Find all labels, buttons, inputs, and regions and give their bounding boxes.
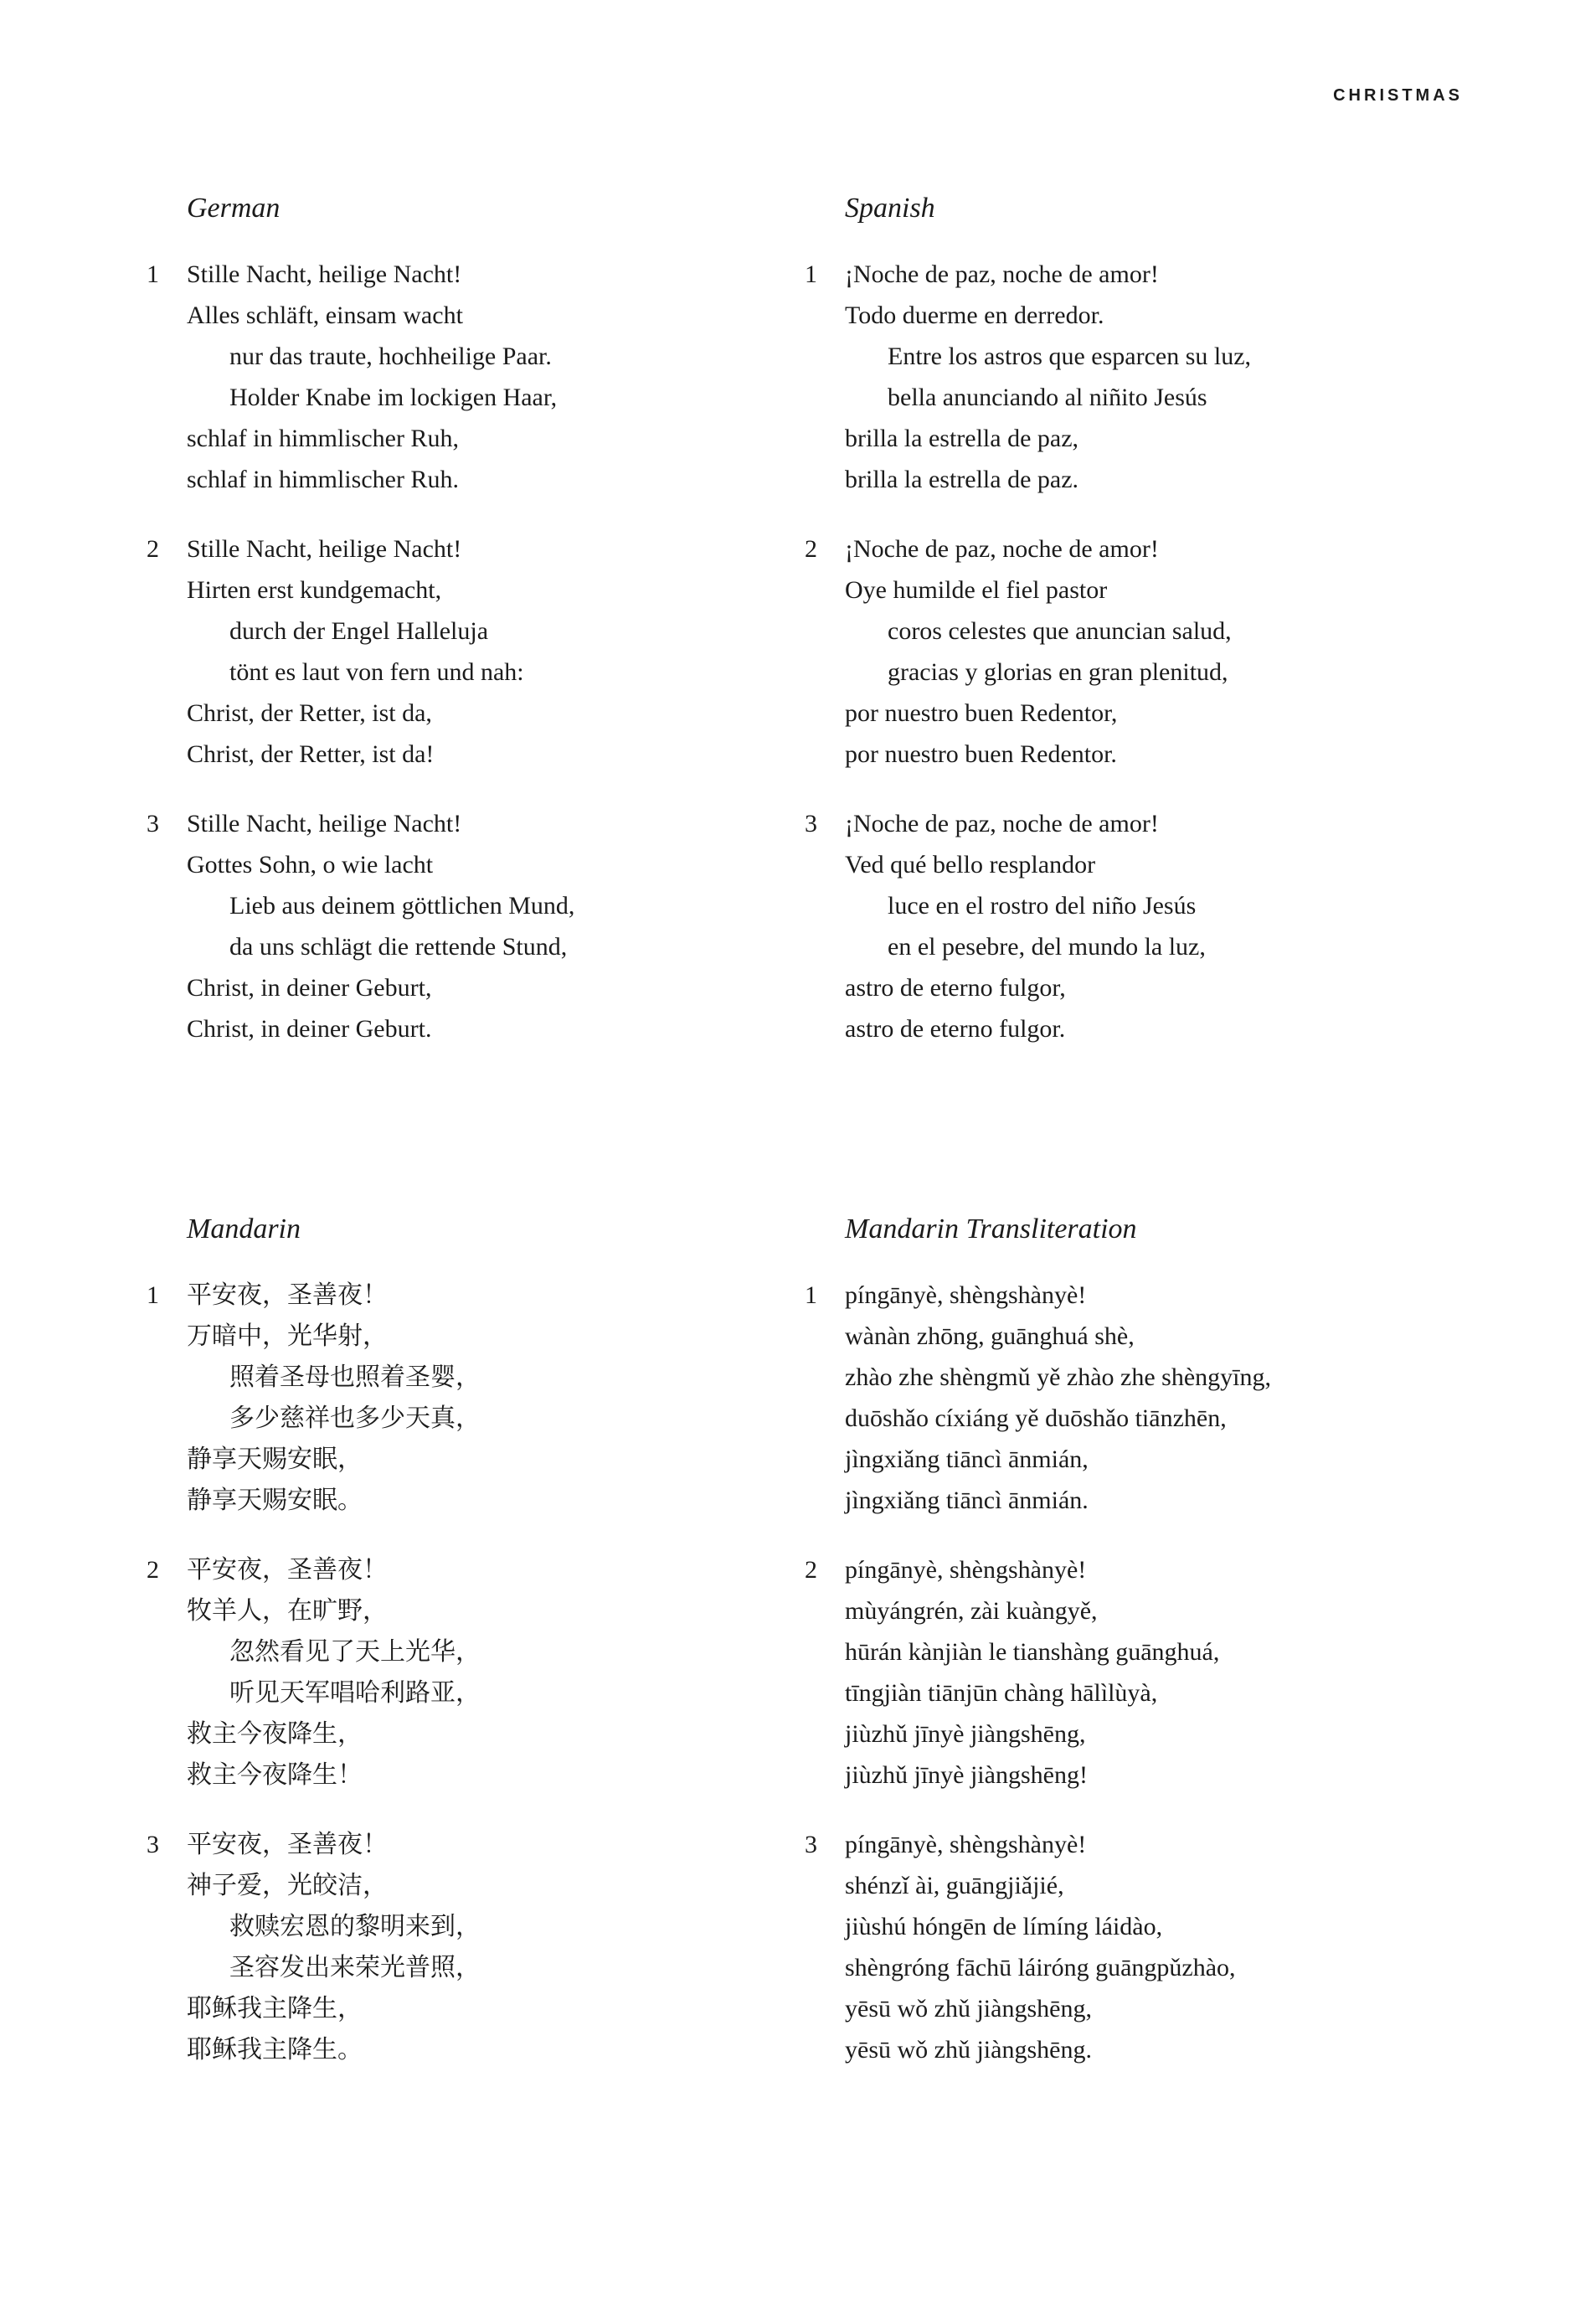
verse-line: tīngjiàn tiānjūn chàng hālìlùyà, <box>845 1679 1158 1707</box>
verse-lines <box>187 1549 805 1796</box>
verse-line: gracias y glorias en gran plenitud, <box>888 658 1228 686</box>
column-title: German <box>187 193 281 224</box>
verse-number: 3 <box>805 1831 817 1858</box>
verse-lines <box>187 528 805 775</box>
verse-number: 1 <box>147 1281 159 1309</box>
verse-lines <box>845 1549 1458 1796</box>
verse-line: Alles schläft, einsam wacht <box>187 301 463 329</box>
verse-line: 牧羊人，在旷野， <box>187 1597 388 1625</box>
song-section <box>147 1212 1458 2099</box>
verse-line: shénzǐ ài, guāngjiǎjié, <box>845 1872 1064 1899</box>
verse-line: 救主今夜降生！ <box>187 1761 363 1789</box>
verse-line: durch der Engel Halleluja <box>229 617 489 645</box>
verse-lines <box>845 1824 1458 2070</box>
verse-number: 2 <box>805 1556 817 1584</box>
verse-line: Todo duerme en derredor. <box>845 301 1104 329</box>
verse-line: brilla la estrella de paz. <box>845 466 1079 493</box>
verse-line: 多少慈祥也多少天真， <box>229 1404 481 1432</box>
verse-line: píngānyè, shèngshànyè! <box>845 1281 1087 1309</box>
column-german <box>147 191 805 1078</box>
verse-lines <box>845 803 1458 1049</box>
verse-lines <box>187 1824 805 2070</box>
verse-line: jiùzhǔ jīnyè jiàngshēng! <box>845 1761 1088 1789</box>
verse-line: brilla la estrella de paz, <box>845 425 1079 452</box>
verse-line: Christ, der Retter, ist da! <box>187 740 435 768</box>
verse-line: Holder Knabe im lockigen Haar, <box>229 384 558 411</box>
verse-line: hūrán kànjiàn le tianshàng guānghuá, <box>845 1638 1220 1666</box>
verse-line: jìngxiǎng tiāncì ānmián, <box>845 1445 1089 1473</box>
verse-line: da uns schlägt die rettende Stund, <box>229 933 568 961</box>
verse-line: 救主今夜降生， <box>187 1720 363 1748</box>
verse-line: 平安夜，圣善夜！ <box>187 1831 388 1858</box>
verse <box>805 1275 1458 1521</box>
verse-line: 耶稣我主降生。 <box>187 2036 363 2064</box>
verse <box>147 528 805 775</box>
verse-line: 平安夜，圣善夜！ <box>187 1556 388 1584</box>
verse-line: Stille Nacht, heilige Nacht! <box>187 535 462 563</box>
verse-line: 圣容发出来荣光普照， <box>229 1954 481 1981</box>
verse-line: Stille Nacht, heilige Nacht! <box>187 260 462 288</box>
verse <box>805 1549 1458 1796</box>
verse-line: Gottes Sohn, o wie lacht <box>187 851 434 879</box>
verse-line: 照着圣母也照着圣婴， <box>229 1363 481 1391</box>
verse-line: Stille Nacht, heilige Nacht! <box>187 810 462 837</box>
verse <box>147 1275 805 1521</box>
verse <box>805 254 1458 500</box>
column-title: Mandarin Transliteration <box>845 1214 1137 1244</box>
lyrics-content <box>147 191 1458 2099</box>
running-head: CHRISTMAS <box>1333 86 1463 105</box>
verse-line: jìngxiǎng tiāncì ānmián. <box>845 1487 1089 1514</box>
verse-line: Lieb aus deinem göttlichen Mund, <box>229 892 575 920</box>
verse-line: yēsū wǒ zhǔ jiàngshēng, <box>845 1995 1092 2023</box>
verse-line: coros celestes que anuncian salud, <box>888 617 1232 645</box>
song-section <box>147 191 1458 1078</box>
verse-line: 平安夜，圣善夜！ <box>187 1281 388 1309</box>
verse <box>805 1824 1458 2070</box>
verse-line: duōshǎo cíxiáng yě duōshǎo tiānzhēn, <box>845 1404 1227 1432</box>
verse-number: 3 <box>147 1831 159 1858</box>
verse-line: Christ, der Retter, ist da, <box>187 699 432 727</box>
verse-line: ¡Noche de paz, noche de amor! <box>845 810 1159 837</box>
verse-line: 万暗中，光华射， <box>187 1322 388 1350</box>
verse-line: Oye humilde el fiel pastor <box>845 576 1108 604</box>
verse-line: wànàn zhōng, guānghuá shè, <box>845 1322 1135 1350</box>
verse-line: yēsū wǒ zhǔ jiàngshēng. <box>845 2036 1092 2064</box>
verse-line: por nuestro buen Redentor, <box>845 699 1118 727</box>
verse-lines <box>187 803 805 1049</box>
verse-line: Ved qué bello resplandor <box>845 851 1096 879</box>
verse-line: Christ, in deiner Geburt, <box>187 974 432 1002</box>
verse-number: 2 <box>147 535 159 563</box>
verse-line: 耶稣我主降生， <box>187 1995 363 2023</box>
verse-line: luce en el rostro del niño Jesús <box>888 892 1197 920</box>
verse-number: 2 <box>147 1556 159 1584</box>
verse <box>147 1824 805 2070</box>
verse-line: ¡Noche de paz, noche de amor! <box>845 535 1159 563</box>
verse-line: píngānyè, shèngshànyè! <box>845 1831 1087 1858</box>
verse-line: 听见天军唱哈利路亚， <box>229 1679 481 1707</box>
column-mandarin <box>147 1212 805 2099</box>
verse-line: píngānyè, shèngshànyè! <box>845 1556 1087 1584</box>
verse-line: en el pesebre, del mundo la luz, <box>888 933 1206 961</box>
verse <box>147 254 805 500</box>
verse-line: shèngróng fāchū láiróng guāngpǔzhào, <box>845 1954 1236 1981</box>
verse-line: Entre los astros que esparcen su luz, <box>888 343 1252 370</box>
verse-line: 静享天赐安眠。 <box>187 1487 363 1514</box>
verse <box>805 803 1458 1049</box>
verse-line: schlaf in himmlischer Ruh. <box>187 466 459 493</box>
verse-line: astro de eterno fulgor. <box>845 1015 1066 1043</box>
verse-line: Hirten erst kundgemacht, <box>187 576 442 604</box>
verse-line: ¡Noche de paz, noche de amor! <box>845 260 1159 288</box>
verse-line: nur das traute, hochheilige Paar. <box>229 343 552 370</box>
verse-line: zhào zhe shèngmǔ yě zhào zhe shèngyīng, <box>845 1363 1271 1391</box>
column-mandarin-transliteration <box>805 1212 1458 2099</box>
verse-number: 2 <box>805 535 817 563</box>
verse-line: jiùshú hóngēn de límíng láidào, <box>845 1913 1163 1940</box>
verse-line: por nuestro buen Redentor. <box>845 740 1117 768</box>
verse <box>147 1549 805 1796</box>
verse-line: bella anunciando al niñito Jesús <box>888 384 1207 411</box>
verse-line: 神子爱，光皎洁， <box>187 1872 388 1899</box>
verse-number: 3 <box>805 810 817 837</box>
column-title: Spanish <box>845 193 935 224</box>
verse-lines <box>845 254 1458 500</box>
verse-line: astro de eterno fulgor, <box>845 974 1066 1002</box>
verse-line: 忽然看见了天上光华， <box>229 1638 481 1666</box>
verse <box>805 528 1458 775</box>
column-spanish <box>805 191 1458 1078</box>
verse-line: schlaf in himmlischer Ruh, <box>187 425 459 452</box>
verse-line: tönt es laut von fern und nah: <box>229 658 524 686</box>
verse <box>147 803 805 1049</box>
verse-line: mùyángrén, zài kuàngyě, <box>845 1597 1098 1625</box>
column-title: Mandarin <box>187 1214 301 1244</box>
verse-line: 救赎宏恩的黎明来到， <box>229 1913 481 1940</box>
verse-line: 静享天赐安眠， <box>187 1445 363 1473</box>
verse-number: 1 <box>805 1281 817 1309</box>
verse-lines <box>845 528 1458 775</box>
verse-number: 1 <box>805 260 817 288</box>
verse-lines <box>845 1275 1458 1521</box>
verse-number: 3 <box>147 810 159 837</box>
verse-lines <box>187 254 805 500</box>
verse-line: jiùzhǔ jīnyè jiàngshēng, <box>845 1720 1086 1748</box>
verse-number: 1 <box>147 260 159 288</box>
verse-lines <box>187 1275 805 1521</box>
verse-line: Christ, in deiner Geburt. <box>187 1015 432 1043</box>
